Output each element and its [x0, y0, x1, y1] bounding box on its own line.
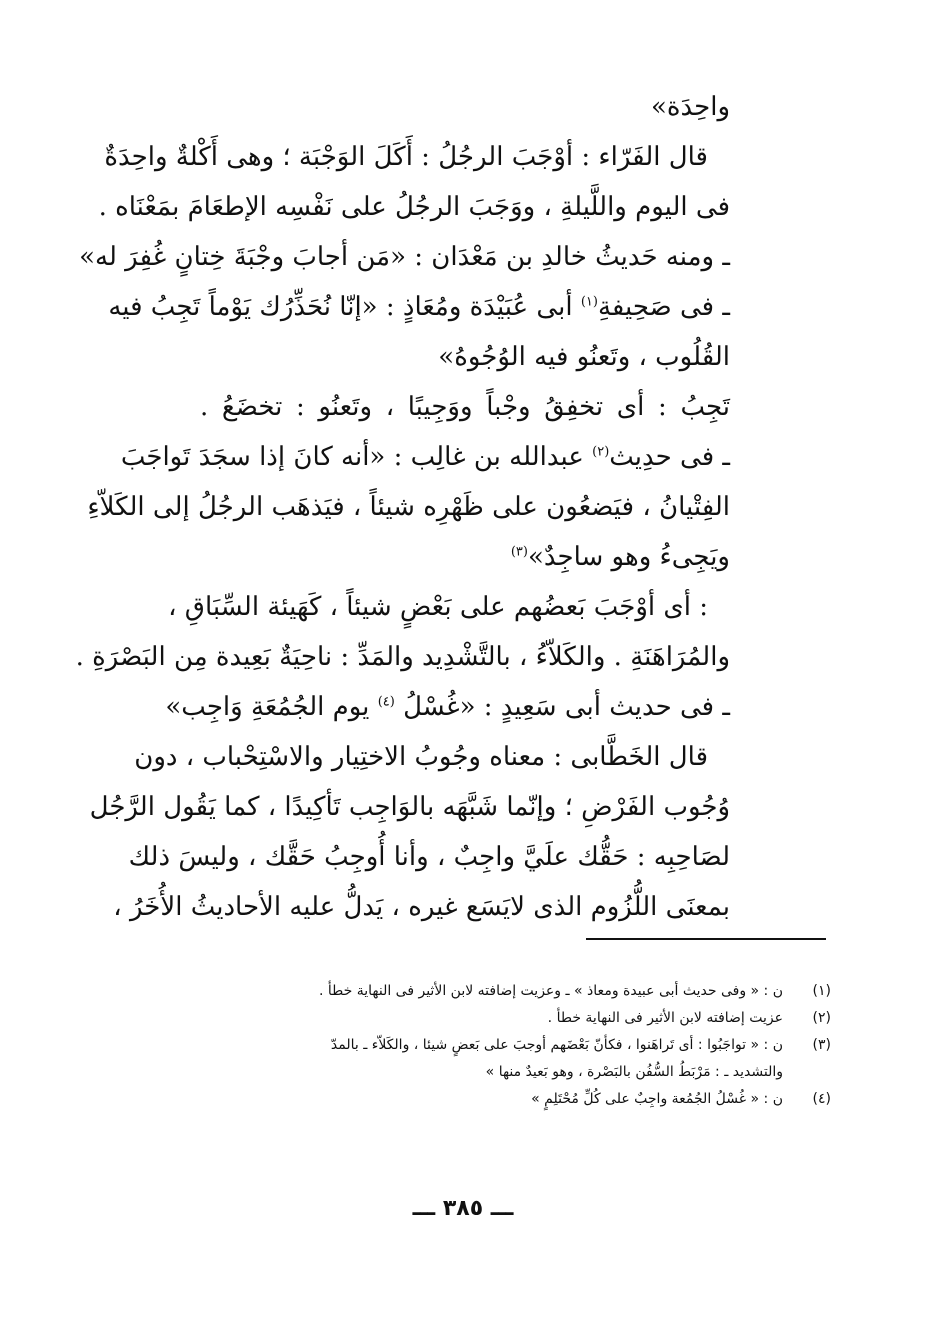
- text-line: قال الخَطَّابى : معناه وجُوبُ الاختِيار والاسْتِحْباب ، دون: [134, 742, 708, 772]
- footnote-line: ن : « وفى حديث أبى عبيدة ومعاذ » ـ وعزيت إضافته لابن الأثير فى النهاية خطأ .: [318, 983, 783, 999]
- footnote-text: [171, 978, 783, 1005]
- footnote-number: (٢): [812, 1010, 831, 1026]
- text-line: قال الفَرّاء : أوْجَبَ الرجُلُ : أَكَلَ الوَجْبَة ؛ وهى أَكْلةٌ واحِدَةٌ: [104, 142, 708, 172]
- footnote-ref: (٣): [510, 544, 528, 560]
- footnote: [171, 1005, 831, 1032]
- footnote-ref: (١): [580, 294, 598, 310]
- text-segment: أبى عُبَيْدَة ومُعَاذٍ : «إنّا نُحَذِّرُك يَوْماً تَجِبُ فيه: [108, 292, 573, 322]
- text-segment: عبدالله بن غالِب : «أنه كانَ إذا سجَدَ تَواجَبَ: [120, 442, 584, 472]
- text-segment: ـ فى حديث أبى سَعِيدٍ : «غُسْلُ: [403, 692, 730, 722]
- text-segment: ـ فى صَحِيفةِ: [597, 292, 730, 322]
- text-line: [165, 682, 730, 732]
- footnotes: [171, 978, 831, 1113]
- text-line: بمعنَى اللُّزُوم الذى لايَسَع غيره ، يَدلُّ عليه الأحاديثُ الأُخَرُ ،: [113, 892, 730, 922]
- text-line: الفِتْيانُ ، فيَضعُون على ظَهْرِه شيئاً ، فيَذهَب الرجُلُ إلى الكَلاّءِ: [87, 492, 730, 522]
- footnote-line: ن : « تواجَبُوا : أى تَراهَنوا ، فكأنّ بَعْضَهم أوجبَ على بَعضٍ شيئا ، والكَلاّء ـ بالمدّ: [330, 1037, 783, 1053]
- text-line: تَجِبُ : أى تخفِقُ وجْباً ووَجِيبًا ، وتَعنُو : تخضَعُ .: [200, 392, 730, 422]
- footnote-ref: (٢): [592, 444, 610, 460]
- text-line: [120, 432, 730, 482]
- footnote-number: (٣): [812, 1037, 831, 1053]
- footnote: [171, 1086, 831, 1113]
- text-line: لصَاحِبِه : حَقُّك علَيَّ واجِبٌ ، وأنا أُوجِبُ حَقَّك ، وليسَ ذلك: [128, 842, 730, 872]
- text-segment: ـ فى حدِيث: [609, 442, 730, 472]
- text-line: [200, 532, 730, 582]
- footnote-text: [171, 1032, 783, 1086]
- text-segment: يوم الجُمُعَةِ وَاجِب»: [165, 692, 370, 722]
- footnote-number: (١): [812, 983, 831, 999]
- page-number: ـــ ٣٨٥ ـــ: [412, 1196, 514, 1221]
- text-line: ـ ومنه حَديثُ خالدِ بن مَعْدَان : «مَن أجابَ وجْبَةَ خِتانٍ غُفِرَ له»: [79, 242, 730, 272]
- footnote-line: والتشديد ـ : مَرْبَطُ السُّفُن بالبَصْرة ، وهو بَعيدٌ منها »: [485, 1064, 783, 1080]
- text-line: واحِدَة»: [650, 92, 730, 122]
- footnote-ref: (٤): [377, 694, 395, 710]
- main-text: [75, 82, 730, 932]
- footnote: [171, 1032, 831, 1086]
- footnote-number: (٤): [812, 1091, 831, 1107]
- text-line: القُلُوب ، وتَعنُو فيه الوُجُوهُ»: [438, 342, 730, 372]
- text-line: والمُرَاهَنَةِ . والكَلاّءُ ، بالتَّشْدِيد والمَدِّ : ناحِيَةٌ بَعِيدة مِن البَصْرَةِ .: [75, 642, 730, 672]
- footnote-divider: [586, 938, 826, 940]
- footnote-text: [171, 1086, 783, 1113]
- text-line: فى اليوم واللَّيلةِ ، ووَجَبَ الرجُلُ على نَفْسِه الإطعَامَ بمَعْنَاه .: [98, 192, 730, 222]
- footnote-line: عزيت إضافته لابن الأثير فى النهاية خطأ .: [547, 1010, 783, 1026]
- text-line: [108, 282, 730, 332]
- text-line: وُجُوب الفَرْضِ ؛ وإنّما شَبَّهَه بالوَاجِب تَأكِيدًا ، كما يَقُول الرَّجُل: [89, 792, 730, 822]
- text-segment: ويَجِىءُ وهو ساجِدٌ»: [527, 542, 730, 572]
- footnote: [171, 978, 831, 1005]
- footnote-line: ن : « غُسْلُ الجُمُعة واجِبٌ على كُلِّ مُحْتَلِمٍ »: [531, 1091, 783, 1107]
- text-line: : أى أوْجَبَ بَعضُهم على بَعْضٍ شيئاً ، كَهَيئة السِّبَاقِ ،: [168, 592, 708, 622]
- footnote-text: [171, 1005, 783, 1032]
